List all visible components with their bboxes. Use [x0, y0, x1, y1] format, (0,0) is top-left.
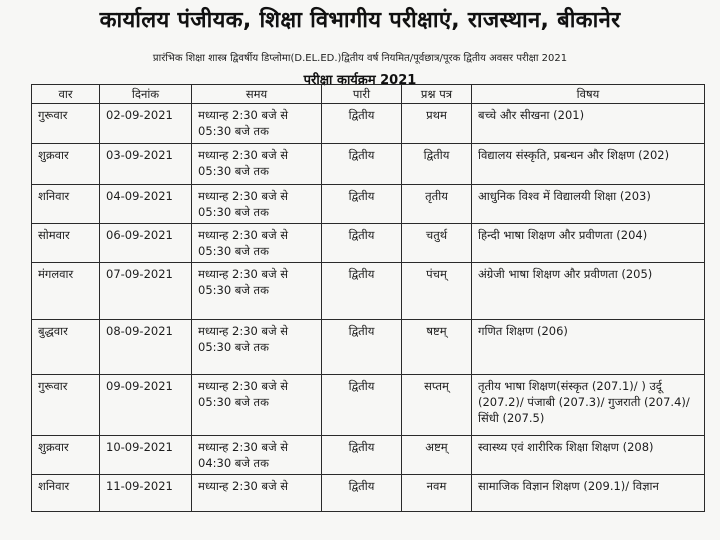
cell-shift: द्वितीय	[322, 185, 402, 224]
cell-date: 04-09-2021	[100, 185, 192, 224]
cell-time: मध्यान्ह 2:30 बजे से 05:30 बजे तक	[192, 320, 322, 375]
page-title: कार्यालय पंजीयक, शिक्षा विभागीय परीक्षाएं, राजस्थान, बीकानेर	[99, 8, 621, 33]
table-row	[32, 320, 705, 375]
cell-subject: अंग्रेजी भाषा शिक्षण और प्रवीणता (205)	[472, 263, 705, 320]
cell-date: 10-09-2021	[100, 436, 192, 475]
cell-paper: चतुर्थ	[402, 224, 472, 263]
cell-day: गुरूवार	[32, 104, 100, 144]
exam-schedule-table	[31, 84, 705, 512]
table-row	[32, 224, 705, 263]
cell-date: 09-09-2021	[100, 375, 192, 436]
table-header-row	[32, 85, 705, 104]
cell-shift: द्वितीय	[322, 475, 402, 512]
cell-date: 06-09-2021	[100, 224, 192, 263]
cell-shift: द्वितीय	[322, 263, 402, 320]
cell-time: मध्यान्ह 2:30 बजे से 05:30 बजे तक	[192, 375, 322, 436]
cell-shift: द्वितीय	[322, 224, 402, 263]
cell-subject: विद्यालय संस्कृति, प्रबन्धन और शिक्षण (202)	[472, 144, 705, 185]
table-row	[32, 185, 705, 224]
cell-day: मंगलवार	[32, 263, 100, 320]
cell-subject: गणित शिक्षण (206)	[472, 320, 705, 375]
cell-time: मध्यान्ह 2:30 बजे से 05:30 बजे तक	[192, 144, 322, 185]
cell-day: शनिवार	[32, 185, 100, 224]
cell-day: सोमवार	[32, 224, 100, 263]
cell-paper: षष्टम्	[402, 320, 472, 375]
cell-day: गुरूवार	[32, 375, 100, 436]
cell-shift: द्वितीय	[322, 375, 402, 436]
table-row	[32, 475, 705, 512]
cell-paper: प्रथम	[402, 104, 472, 144]
cell-time: मध्यान्ह 2:30 बजे से 05:30 बजे तक	[192, 224, 322, 263]
cell-paper: अष्टम्	[402, 436, 472, 475]
header-time: समय	[192, 85, 322, 104]
cell-date: 02-09-2021	[100, 104, 192, 144]
header-shift: पारी	[322, 85, 402, 104]
cell-subject: हिन्दी भाषा शिक्षण और प्रवीणता (204)	[472, 224, 705, 263]
schedule-title: परीक्षा कार्यक्रम 2021	[303, 73, 417, 88]
cell-date: 03-09-2021	[100, 144, 192, 185]
cell-time: मध्यान्ह 2:30 बजे से 04:30 बजे तक	[192, 436, 322, 475]
header-date: दिनांक	[100, 85, 192, 104]
cell-time: मध्यान्ह 2:30 बजे से 05:30 बजे तक	[192, 185, 322, 224]
cell-shift: द्वितीय	[322, 320, 402, 375]
cell-time: मध्यान्ह 2:30 बजे से	[192, 475, 322, 512]
table-row	[32, 436, 705, 475]
cell-subject: स्वास्थ्य एवं शारीरिक शिक्षा शिक्षण (208)	[472, 436, 705, 475]
cell-date: 08-09-2021	[100, 320, 192, 375]
cell-subject: आधुनिक विश्व में विद्यालयी शिक्षा (203)	[472, 185, 705, 224]
cell-day: शुक्रवार	[32, 436, 100, 475]
header-paper: प्रश्न पत्र	[402, 85, 472, 104]
cell-paper: नवम	[402, 475, 472, 512]
header-day: वार	[32, 85, 100, 104]
cell-subject: तृतीय भाषा शिक्षण(संस्कृत (207.1)/ ) उर्दू (207.2)/ पंजाबी (207.3)/ गुजराती (207.4)/ सिंधी (207.5)	[472, 375, 705, 436]
cell-day: शुक्रवार	[32, 144, 100, 185]
cell-shift: द्वितीय	[322, 436, 402, 475]
table-row	[32, 263, 705, 320]
cell-time: मध्यान्ह 2:30 बजे से 05:30 बजे तक	[192, 263, 322, 320]
exam-subtitle: प्रारंभिक शिक्षा शास्त्र द्विवर्षीय डिप्लोमा(D.EL.ED.)द्वितीय वर्ष नियमित/पूर्वछात्र/पूरक द्वितीय अवसर परीक्षा 2021	[152, 53, 568, 64]
cell-paper: सप्तम्	[402, 375, 472, 436]
cell-shift: द्वितीय	[322, 144, 402, 185]
cell-shift: द्वितीय	[322, 104, 402, 144]
table-row	[32, 144, 705, 185]
cell-paper: द्वितीय	[402, 144, 472, 185]
cell-subject: सामाजिक विज्ञान शिक्षण (209.1)/ विज्ञान	[472, 475, 705, 512]
cell-paper: पंचम्	[402, 263, 472, 320]
cell-time: मध्यान्ह 2:30 बजे से 05:30 बजे तक	[192, 104, 322, 144]
cell-day: शनिवार	[32, 475, 100, 512]
table-row	[32, 104, 705, 144]
cell-day: बुद्धवार	[32, 320, 100, 375]
header-subject: विषय	[472, 85, 705, 104]
table-row	[32, 375, 705, 436]
cell-paper: तृतीय	[402, 185, 472, 224]
cell-date: 11-09-2021	[100, 475, 192, 512]
cell-date: 07-09-2021	[100, 263, 192, 320]
cell-subject: बच्चे और सीखना (201)	[472, 104, 705, 144]
